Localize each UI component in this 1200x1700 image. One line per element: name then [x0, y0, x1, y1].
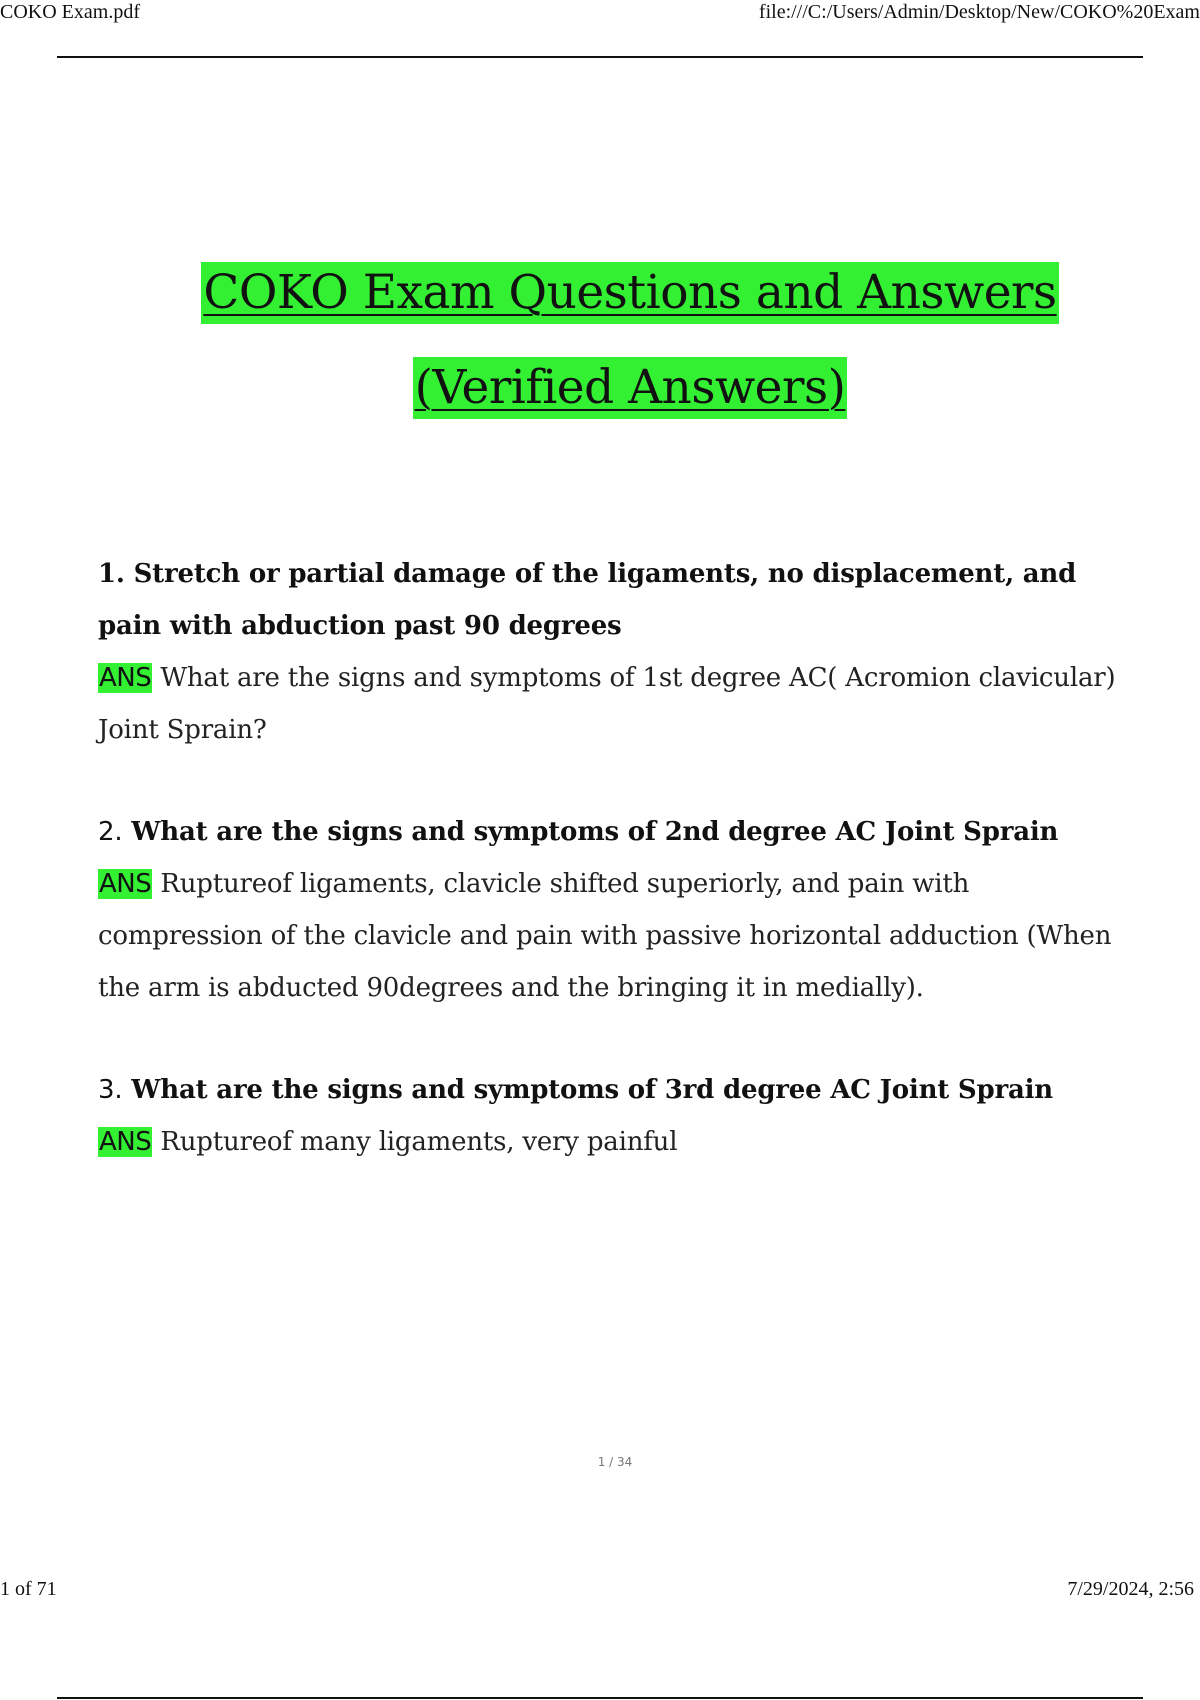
bottom-divider	[57, 1697, 1143, 1699]
question-1	[98, 548, 1138, 652]
question-text: What are the signs and symptoms of 3rd degree AC Joint Sprain	[131, 1075, 1054, 1105]
title-line-1: COKO Exam Questions and Answers	[201, 262, 1058, 324]
answer-3	[98, 1116, 1138, 1168]
qa-item-3	[98, 1064, 1138, 1168]
answer-text: Ruptureof ligaments, clavicle shifted superiorly, and pain with compression of the clavicle and pain with passive horizontal adduction (When the arm is abducted 90degrees and the bringing it in medially).	[98, 869, 1112, 1003]
top-divider	[57, 56, 1143, 58]
ans-label: ANS	[99, 663, 152, 693]
print-footer-page-count: 1 of 71	[0, 1578, 57, 1600]
answer-2	[98, 858, 1138, 1014]
print-header-url: file:///C:/Users/Admin/Desktop/New/COKO%20Exam	[758, 1, 1200, 23]
qa-item-1	[98, 548, 1138, 756]
title-line-2: (Verified Answers)	[413, 357, 848, 419]
question-number: 3.	[98, 1075, 123, 1105]
ans-label: ANS	[99, 869, 152, 899]
answer-1	[98, 652, 1138, 756]
answer-text: What are the signs and symptoms of 1st degree AC( Acromion clavicular) Joint Sprain?	[98, 663, 1116, 745]
qa-item-2	[98, 806, 1138, 1014]
answer-text: Ruptureof many ligaments, very painful	[160, 1127, 678, 1157]
question-text: What are the signs and symptoms of 2nd degree AC Joint Sprain	[131, 817, 1059, 847]
print-footer-timestamp: 7/29/2024, 2:56	[1067, 1578, 1194, 1600]
question-number: 2.	[98, 817, 123, 847]
question-2	[98, 806, 1138, 858]
print-header-filename: COKO Exam.pdf	[0, 1, 140, 23]
qa-list	[98, 548, 1138, 1218]
question-text: Stretch or partial damage of the ligaments, no displacement, and pain with abduction past 90 degrees	[98, 559, 1077, 641]
question-3	[98, 1064, 1138, 1116]
question-number: 1.	[98, 559, 125, 589]
ans-label: ANS	[99, 1127, 152, 1157]
page-indicator: 1 / 34	[597, 1455, 633, 1469]
